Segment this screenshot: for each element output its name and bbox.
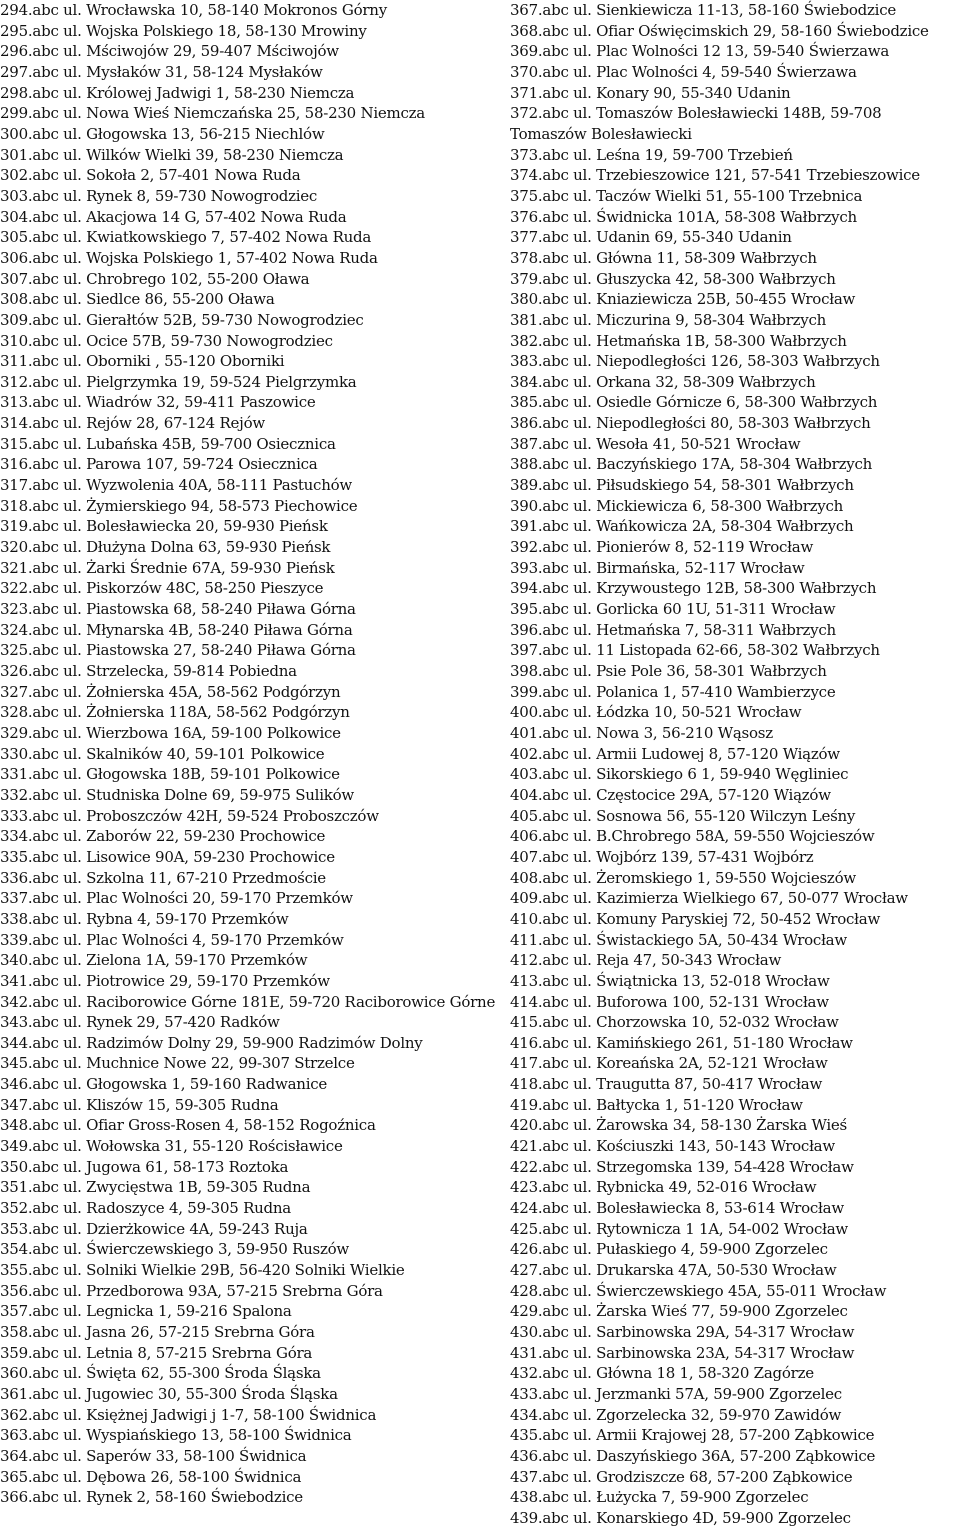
address-entry: 318.abc ul. Żymierskiego 94, 58-573 Piechowice	[0, 496, 358, 515]
address-entry: 412.abc ul. Reja 47, 50-343 Wrocław	[510, 951, 782, 970]
address-entry: 434.abc ul. Zgorzelecka 32, 59-970 Zawidów	[510, 1405, 842, 1424]
address-entry: 404.abc ul. Częstocice 29A, 57-120 Wiązów	[510, 785, 831, 804]
address-entry: 326.abc ul. Strzelecka, 59-814 Pobiedna	[0, 662, 297, 680]
address-entry: 328.abc ul. Żołnierska 118A, 58-562 Podgórzyn	[0, 703, 350, 722]
address-entry: 330.abc ul. Skalników 40, 59-101 Polkowice	[0, 744, 325, 763]
address-entry: 416.abc ul. Kamińskiego 261, 51-180 Wrocław	[510, 1033, 853, 1052]
address-entry: 387.abc ul. Wesoła 41, 50-521 Wrocław	[510, 434, 801, 453]
address-entry: 429.abc ul. Żarska Wieś 77, 59-900 Zgorzelec	[510, 1302, 848, 1321]
address-entry: 427.abc ul. Drukarska 47A, 50-530 Wrocław	[510, 1261, 837, 1280]
address-entry: 303.abc ul. Rynek 8, 59-730 Nowogrodziec	[0, 186, 318, 205]
address-entry: 304.abc ul. Akacjowa 14 G, 57-402 Nowa Ruda	[0, 207, 347, 226]
address-entry: 316.abc ul. Parowa 107, 59-724 Osiecznica	[0, 455, 318, 474]
address-entry: 346.abc ul. Głogowska 1, 59-160 Radwanice	[0, 1075, 328, 1094]
address-entry: 426.abc ul. Pułaskiego 4, 59-900 Zgorzelec	[510, 1240, 828, 1259]
address-entry: 319.abc ul. Bolesławiecka 20, 59-930 Pieńsk	[0, 517, 328, 536]
address-entry: 370.abc ul. Plac Wolności 4, 59-540 Świerzawa	[510, 62, 857, 81]
address-entry: 294.abc ul. Wrocławska 10, 58-140 Mokronos Górny	[0, 1, 387, 19]
address-entry: 299.abc ul. Nowa Wieś Niemczańska 25, 58-230 Niemcza	[0, 104, 425, 123]
address-entry: 424.abc ul. Bolesławiecka 8, 53-614 Wrocław	[510, 1199, 844, 1218]
address-entry: 362.abc ul. Księżnej Jadwigi j 1-7, 58-100 Świdnica	[0, 1405, 377, 1424]
address-entry: 312.abc ul. Pielgrzymka 19, 59-524 Pielgrzymka	[0, 372, 357, 391]
address-entry: 352.abc ul. Radoszyce 4, 59-305 Rudna	[0, 1199, 291, 1218]
address-entry: 382.abc ul. Hetmańska 1B, 58-300 Wałbrzych	[510, 331, 847, 350]
address-entry: 415.abc ul. Chorzowska 10, 52-032 Wrocław	[510, 1013, 839, 1032]
address-entry: 422.abc ul. Strzegomska 139, 54-428 Wrocław	[510, 1157, 854, 1176]
address-entry: 383.abc ul. Niepodległości 126, 58-303 Wałbrzych	[510, 352, 880, 371]
address-entry: 366.abc ul. Rynek 2, 58-160 Świebodzice	[0, 1488, 303, 1507]
address-entry: 432.abc ul. Główna 18 1, 58-320 Zagórze	[510, 1364, 814, 1383]
address-entry: 397.abc ul. 11 Listopada 62-66, 58-302 Wałbrzych	[510, 641, 880, 660]
address-entry: 306.abc ul. Wojska Polskiego 1, 57-402 Nowa Ruda	[0, 248, 378, 267]
address-entry: 311.abc ul. Oborniki , 55-120 Oborniki	[0, 352, 285, 371]
address-entry: 390.abc ul. Mickiewicza 6, 58-300 Wałbrzych	[510, 496, 844, 515]
address-entry: 386.abc ul. Niepodległości 80, 58-303 Wałbrzych	[510, 414, 871, 433]
address-entry: 327.abc ul. Żołnierska 45A, 58-562 Podgórzyn	[0, 682, 341, 701]
address-entry: 374.abc ul. Trzebieszowice 121, 57-541 Trzebieszowice	[510, 166, 920, 185]
address-entry: 419.abc ul. Bałtycka 1, 51-120 Wrocław	[510, 1095, 803, 1114]
address-entry: 313.abc ul. Wiadrów 32, 59-411 Paszowice	[0, 393, 316, 412]
address-entry: 394.abc ul. Krzywoustego 12B, 58-300 Wałbrzych	[510, 579, 877, 598]
address-entry: 431.abc ul. Sarbinowska 23A, 54-317 Wrocław	[510, 1343, 855, 1362]
address-entry: 409.abc ul. Kazimierza Wielkiego 67, 50-077 Wrocław	[510, 889, 908, 908]
address-entry: 361.abc ul. Jugowiec 30, 55-300 Środa Śląska	[0, 1384, 338, 1403]
address-entry: 414.abc ul. Buforowa 100, 52-131 Wrocław	[510, 992, 829, 1011]
address-entry: 410.abc ul. Komuny Paryskiej 72, 50-452 Wrocław	[510, 909, 881, 928]
address-entry: 377.abc ul. Udanin 69, 55-340 Udanin	[510, 228, 792, 247]
address-entry: 345.abc ul. Muchnice Nowe 22, 99-307 Strzelce	[0, 1054, 355, 1073]
address-entry: 433.abc ul. Jerzmanki 57A, 59-900 Zgorzelec	[510, 1384, 842, 1403]
address-entry: 439.abc ul. Konarskiego 4D, 59-900 Zgorzelec	[510, 1508, 851, 1527]
address-entry: 333.abc ul. Proboszczów 42H, 59-524 Proboszczów	[0, 806, 379, 825]
address-entry: 411.abc ul. Świstackiego 5A, 50-434 Wrocław	[510, 930, 847, 949]
address-entry: 321.abc ul. Żarki Średnie 67A, 59-930 Pieńsk	[0, 558, 335, 577]
address-entry: 369.abc ul. Plac Wolności 12 13, 59-540 Świerzawa	[510, 42, 890, 61]
address-entry: 435.abc ul. Armii Krajowej 28, 57-200 Ząbkowice	[510, 1426, 875, 1445]
address-entry: 341.abc ul. Piotrowice 29, 59-170 Przemków	[0, 971, 330, 990]
address-entry: 398.abc ul. Psie Pole 36, 58-301 Wałbrzych	[510, 662, 827, 680]
address-entry: 437.abc ul. Grodziszcze 68, 57-200 Ząbkowice	[510, 1467, 853, 1486]
address-entry: 309.abc ul. Gierałtów 52B, 59-730 Nowogrodziec	[0, 310, 364, 329]
address-entry: 373.abc ul. Leśna 19, 59-700 Trzebień	[510, 145, 793, 164]
address-entry: 428.abc ul. Świerczewskiego 45A, 55-011 Wrocław	[510, 1281, 887, 1300]
address-entry: 389.abc ul. Piłsudskiego 54, 58-301 Wałbrzych	[510, 476, 854, 495]
address-entry: 344.abc ul. Radzimów Dolny 29, 59-900 Radzimów Dolny	[0, 1033, 423, 1052]
address-entry: 358.abc ul. Jasna 26, 57-215 Srebrna Góra	[0, 1323, 315, 1341]
address-entry: 406.abc ul. B.Chrobrego 58A, 59-550 Wojcieszów	[510, 827, 875, 846]
address-entry: 391.abc ul. Wańkowicza 2A, 58-304 Wałbrzych	[510, 517, 854, 536]
address-entry: 320.abc ul. Dłużyna Dolna 63, 59-930 Pieńsk	[0, 538, 331, 557]
address-entry: 347.abc ul. Kliszów 15, 59-305 Rudna	[0, 1095, 279, 1114]
address-entry: 355.abc ul. Solniki Wielkie 29B, 56-420 Solniki Wielkie	[0, 1261, 405, 1280]
address-entry: 337.abc ul. Plac Wolności 20, 59-170 Przemków	[0, 889, 353, 908]
address-entry: 385.abc ul. Osiedle Górnicze 6, 58-300 Wałbrzych	[510, 393, 878, 412]
address-entry: 350.abc ul. Jugowa 61, 58-173 Roztoka	[0, 1157, 289, 1176]
address-entry: 343.abc ul. Rynek 29, 57-420 Radków	[0, 1013, 280, 1032]
address-entry: 357.abc ul. Legnicka 1, 59-216 Spalona	[0, 1302, 292, 1321]
address-entry: 335.abc ul. Lisowice 90A, 59-230 Prochowice	[0, 847, 335, 866]
address-entry: 314.abc ul. Rejów 28, 67-124 Rejów	[0, 414, 265, 433]
address-entry: 399.abc ul. Polanica 1, 57-410 Wambierzyce	[510, 682, 836, 701]
address-entry: 395.abc ul. Gorlicka 60 1U, 51-311 Wrocław	[510, 600, 836, 619]
address-entry: 302.abc ul. Sokoła 2, 57-401 Nowa Ruda	[0, 166, 301, 185]
address-entry: 381.abc ul. Miczurina 9, 58-304 Wałbrzych	[510, 310, 827, 329]
address-entry: 413.abc ul. Świątnicka 13, 52-018 Wrocław	[510, 971, 830, 990]
address-entry: 405.abc ul. Sosnowa 56, 55-120 Wilczyn Leśny	[510, 806, 856, 825]
address-entry: 332.abc ul. Studniska Dolne 69, 59-975 Sulików	[0, 785, 354, 804]
address-entry: 375.abc ul. Taczów Wielki 51, 55-100 Trzebnica	[510, 186, 863, 205]
address-entry: 380.abc ul. Kniaziewicza 25B, 50-455 Wrocław	[510, 290, 856, 309]
address-entry: 364.abc ul. Saperów 33, 58-100 Świdnica	[0, 1446, 307, 1465]
address-entry: 300.abc ul. Głogowska 13, 56-215 Niechlów	[0, 124, 325, 143]
address-entry: 351.abc ul. Zwycięstwa 1B, 59-305 Rudna	[0, 1178, 311, 1197]
address-entry: 438.abc ul. Łużycka 7, 59-900 Zgorzelec	[510, 1488, 809, 1507]
address-entry: 425.abc ul. Rytownicza 1 1A, 54-002 Wrocław	[510, 1219, 848, 1238]
address-entry: 396.abc ul. Hetmańska 7, 58-311 Wałbrzych	[510, 620, 836, 639]
address-entry: 322.abc ul. Piskorzów 48C, 58-250 Pieszyce	[0, 579, 324, 598]
address-entry: 371.abc ul. Konary 90, 55-340 Udanin	[510, 83, 791, 102]
address-entry: 421.abc ul. Kościuszki 143, 50-143 Wrocław	[510, 1137, 835, 1156]
address-entry: 376.abc ul. Świdnicka 101A, 58-308 Wałbrzych	[510, 207, 857, 226]
right-column	[510, 0, 960, 1529]
address-entry: 436.abc ul. Daszyńskiego 36A, 57-200 Ząbkowice	[510, 1446, 876, 1465]
address-entry: 417.abc ul. Koreańska 2A, 52-121 Wrocław	[510, 1054, 828, 1073]
address-entry: 407.abc ul. Wojbórz 139, 57-431 Wojbórz	[510, 847, 814, 866]
address-entry: 340.abc ul. Zielona 1A, 59-170 Przemków	[0, 951, 308, 970]
address-entry: 329.abc ul. Wierzbowa 16A, 59-100 Polkowice	[0, 723, 341, 742]
address-entry: 408.abc ul. Żeromskiego 1, 59-550 Wojcieszów	[510, 868, 856, 887]
address-entry: 367.abc ul. Sienkiewicza 11-13, 58-160 Świebodzice	[510, 1, 896, 19]
address-entry: 403.abc ul. Sikorskiego 6 1, 59-940 Węgliniec	[510, 765, 849, 784]
address-entry: 420.abc ul. Żarowska 34, 58-130 Żarska Wieś	[510, 1116, 847, 1135]
address-entry: 384.abc ul. Orkana 32, 58-309 Wałbrzych	[510, 372, 816, 391]
address-entry: 401.abc ul. Nowa 3, 56-210 Wąsosz	[510, 723, 773, 742]
address-entry: 308.abc ul. Siedlce 86, 55-200 Oława	[0, 290, 275, 309]
address-entry: 423.abc ul. Rybnicka 49, 52-016 Wrocław	[510, 1178, 817, 1197]
address-entry: 310.abc ul. Ocice 57B, 59-730 Nowogrodziec	[0, 331, 333, 350]
address-entry: 353.abc ul. Dzierżkowice 4A, 59-243 Ruja	[0, 1219, 308, 1238]
address-entry: 295.abc ul. Wojska Polskiego 18, 58-130 Mrowiny	[0, 21, 367, 40]
address-entry: 307.abc ul. Chrobrego 102, 55-200 Oława	[0, 269, 310, 288]
address-entry: 298.abc ul. Królowej Jadwigi 1, 58-230 Niemcza	[0, 83, 355, 102]
address-entry: 325.abc ul. Piastowska 27, 58-240 Piława Górna	[0, 641, 356, 660]
address-entry: 324.abc ul. Młynarska 4B, 58-240 Piława Górna	[0, 620, 353, 639]
address-entry: 372.abc ul. Tomaszów Bolesławiecki 148B, 59-708 Tomaszów Bolesławiecki	[510, 104, 882, 143]
address-entry: 301.abc ul. Wilków Wielki 39, 58-230 Niemcza	[0, 145, 344, 164]
address-entry: 334.abc ul. Zaborów 22, 59-230 Prochowice	[0, 827, 326, 846]
address-entry: 418.abc ul. Traugutta 87, 50-417 Wrocław	[510, 1075, 823, 1094]
address-entry: 378.abc ul. Główna 11, 58-309 Wałbrzych	[510, 248, 817, 267]
address-entry: 402.abc ul. Armii Ludowej 8, 57-120 Wiązów	[510, 744, 840, 763]
address-entry: 393.abc ul. Birmańska, 52-117 Wrocław	[510, 558, 805, 577]
address-entry: 296.abc ul. Mściwojów 29, 59-407 Mściwojów	[0, 42, 339, 61]
address-entry: 354.abc ul. Świerczewskiego 3, 59-950 Ruszów	[0, 1240, 350, 1259]
address-entry: 368.abc ul. Ofiar Oświęcimskich 29, 58-160 Świebodzice	[510, 21, 929, 40]
address-entry: 349.abc ul. Wołowska 31, 55-120 Rościsławice	[0, 1137, 343, 1156]
address-entry: 331.abc ul. Głogowska 18B, 59-101 Polkowice	[0, 765, 340, 784]
address-entry: 430.abc ul. Sarbinowska 29A, 54-317 Wrocław	[510, 1323, 855, 1341]
address-entry: 392.abc ul. Pionierów 8, 52-119 Wrocław	[510, 538, 814, 557]
address-entry: 388.abc ul. Baczyńskiego 17A, 58-304 Wałbrzych	[510, 455, 873, 474]
address-entry: 400.abc ul. Łódzka 10, 50-521 Wrocław	[510, 703, 802, 722]
address-entry: 356.abc ul. Przedborowa 93A, 57-215 Srebrna Góra	[0, 1281, 383, 1300]
address-entry: 317.abc ul. Wyzwolenia 40A, 58-111 Pastuchów	[0, 476, 352, 495]
address-entry: 323.abc ul. Piastowska 68, 58-240 Piława Górna	[0, 600, 356, 619]
address-entry: 359.abc ul. Letnia 8, 57-215 Srebrna Góra	[0, 1343, 313, 1362]
address-entry: 339.abc ul. Plac Wolności 4, 59-170 Przemków	[0, 930, 344, 949]
address-entry: 360.abc ul. Święta 62, 55-300 Środa Śląska	[0, 1364, 321, 1383]
address-entry: 379.abc ul. Głuszycka 42, 58-300 Wałbrzych	[510, 269, 836, 288]
address-entry: 297.abc ul. Mysłaków 31, 58-124 Mysłaków	[0, 62, 323, 81]
address-entry: 338.abc ul. Rybna 4, 59-170 Przemków	[0, 909, 289, 928]
address-entry: 365.abc ul. Dębowa 26, 58-100 Świdnica	[0, 1467, 302, 1486]
address-entry: 336.abc ul. Szkolna 11, 67-210 Przedmoście	[0, 868, 326, 887]
address-entry: 348.abc ul. Ofiar Gross-Rosen 4, 58-152 Rogoźnica	[0, 1116, 376, 1135]
address-entry: 363.abc ul. Wyspiańskiego 13, 58-100 Świdnica	[0, 1426, 352, 1445]
address-entry: 342.abc ul. Raciborowice Górne 181E, 59-720 Raciborowice Górne	[0, 992, 496, 1011]
address-entry: 315.abc ul. Lubańska 45B, 59-700 Osiecznica	[0, 434, 336, 453]
address-entry: 305.abc ul. Kwiatkowskiego 7, 57-402 Nowa Ruda	[0, 228, 372, 247]
